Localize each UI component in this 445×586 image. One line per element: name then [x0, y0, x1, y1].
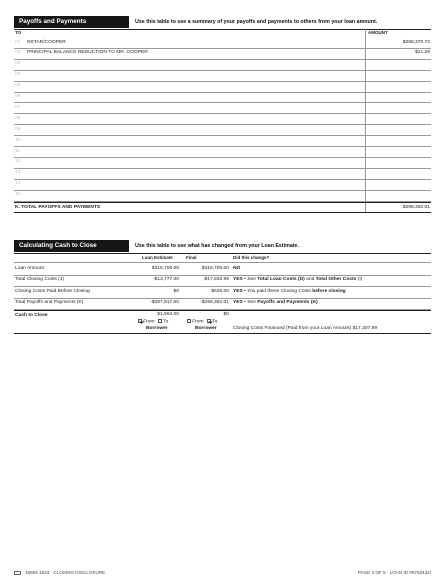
payoff-row-amount: $21.29	[415, 50, 430, 56]
payoff-row-rule	[14, 157, 431, 158]
cash-row-change	[233, 277, 362, 283]
payoffs-section-header	[14, 16, 431, 28]
payoff-row-number: 13	[15, 170, 21, 176]
cash-row-label: Loan Amount	[15, 265, 44, 271]
cash-section-header	[14, 240, 431, 252]
closing-costs-financed: Closing Costs Financed (Paid from your Loan Amount) $17,307.99	[233, 325, 378, 331]
payoff-row-rule	[14, 113, 431, 114]
payoff-row-number: 06	[15, 94, 21, 99]
final-borrower-label: Borrower	[195, 325, 217, 331]
change-answer: YES	[233, 277, 243, 283]
payoff-row-rule	[14, 179, 431, 180]
payoff-row-rule	[14, 146, 431, 147]
change-answer: NO	[233, 265, 241, 271]
payoff-row-rule	[14, 124, 431, 125]
payoff-row-number: 08	[15, 115, 21, 121]
column-header-did-this-change: Did this change?	[233, 255, 270, 260]
payoff-row-number: 09	[15, 126, 21, 132]
payoff-row-to: NSTAR/COOPER	[27, 39, 66, 45]
payoff-row-number: 04	[15, 72, 21, 78]
cash-title: Calculating Cash to Close	[14, 240, 129, 252]
cash-row-final: -$298,392.01	[200, 300, 229, 306]
change-answer: YES	[233, 288, 243, 294]
payoff-row-rule	[14, 135, 431, 136]
change-answer: YES	[233, 300, 243, 306]
cash-row-estimate: -$13,777.00	[152, 277, 179, 283]
cash-row-rule	[14, 275, 431, 276]
cash-row-change	[233, 266, 240, 272]
cash-top-rule	[14, 253, 431, 254]
cash-row-final: $315,700.00	[201, 265, 229, 271]
payoff-row-amount: $298,370.72	[402, 39, 430, 45]
amount-column-divider	[365, 29, 366, 213]
cash-header-rule	[14, 262, 431, 263]
payoff-row-rule	[14, 70, 431, 71]
payoffs-description: Use this table to see a summary of your payoffs and payments to others from your loan amount.	[135, 19, 378, 25]
change-detail-text: • You paid these Closing Costs	[242, 288, 313, 294]
cash-row-estimate: -$297,917.00	[150, 300, 179, 306]
payoff-row-rule	[14, 48, 431, 49]
column-header-final: Final	[186, 255, 197, 260]
change-detail-text: • See	[242, 300, 258, 306]
cash-row-final: $625.00	[211, 288, 229, 294]
change-detail-text: (I)	[356, 277, 363, 283]
change-detail-text: Payoffs and Payments (K)	[257, 300, 318, 306]
payoff-row-number: 11	[15, 148, 21, 154]
payoff-row-number: 12	[15, 159, 21, 165]
payoff-row-rule	[14, 102, 431, 103]
cash-row-label: Total Closing Costs (J)	[15, 277, 64, 283]
cash-to-close-label: Cash to Close	[15, 312, 48, 318]
change-detail-text: and	[304, 277, 316, 283]
estimate-from-checkbox[interactable]	[138, 319, 142, 323]
cash-row-label: Total Payoffs and Payments (K)	[15, 300, 84, 306]
cash-row-estimate: $0	[173, 288, 179, 294]
cash-row-rule	[14, 286, 431, 287]
footer-left-text: 18566.1633 · CLOSING DISCLOSURE	[25, 570, 106, 575]
total-payoffs-label: K. TOTAL PAYOFFS AND PAYMENTS	[15, 204, 101, 210]
column-header-amount: AMOUNT	[368, 30, 388, 35]
payoff-row-rule	[14, 59, 431, 60]
footer-logo-icon	[14, 570, 21, 576]
column-header-loan-estimate: Loan Estimate	[142, 255, 173, 260]
column-header-to: TO	[15, 30, 22, 35]
cash-row-rule	[14, 298, 431, 299]
payoff-row-number: 05	[15, 83, 21, 89]
payoff-row-rule	[14, 190, 431, 191]
payoff-row-number: 02	[15, 50, 21, 56]
final-from-label: From	[192, 319, 204, 325]
cash-row-label: Closing Costs Paid Before Closing	[15, 288, 90, 294]
cash-row-final: -$17,932.99	[202, 277, 229, 283]
payoff-row-rule	[14, 81, 431, 82]
final-from-checkbox[interactable]	[187, 319, 191, 323]
payoff-row-number: 03	[15, 61, 21, 67]
payoffs-title: Payoffs and Payments	[14, 16, 129, 28]
payoff-row-number: 01	[15, 39, 21, 45]
change-detail-text: Total Other Costs	[315, 277, 357, 283]
footer-right-text: PAGE 3 OF 5 · LOAN ID #8763432I	[357, 570, 431, 575]
payoff-row-number: 07	[15, 104, 21, 110]
cash-row-change	[233, 289, 346, 295]
payoffs-total-rule	[14, 202, 431, 203]
change-detail-text: • See	[242, 277, 258, 283]
payoff-row-number: 15	[15, 192, 21, 198]
final-to-label: To	[212, 319, 218, 325]
payoffs-bottom-rule	[14, 212, 431, 213]
payoff-row-rule	[14, 168, 431, 169]
payoff-row-rule	[14, 92, 431, 93]
payoff-row-number: 10	[15, 137, 21, 143]
cash-row-estimate: $315,700.00	[151, 265, 179, 271]
change-detail-text: before closing	[312, 288, 346, 294]
cash-to-close-rule	[14, 310, 431, 311]
cash-to-close-final-value: $0	[223, 312, 229, 317]
cash-bottom-rule	[14, 333, 431, 334]
total-payoffs-amount: $298,392.01	[402, 204, 430, 210]
payoff-row-to: PRINCIPAL BALANCE REDUCTION TO MR. COOPER	[27, 50, 148, 56]
estimate-to-checkbox[interactable]	[158, 319, 162, 323]
payoff-row-number: 14	[15, 181, 21, 187]
estimate-borrower-label: Borrower	[146, 325, 168, 331]
estimate-from-label: From	[143, 319, 155, 325]
cash-row-change	[233, 300, 318, 306]
cash-description: Use this table to see what has changed from your Loan Estimate.	[135, 243, 299, 249]
cash-to-close-estimate-value: $1,594.00	[157, 312, 179, 317]
estimate-to-label: To	[163, 319, 169, 325]
change-detail-text: Total Loan Costs (D)	[257, 277, 305, 283]
final-to-checkbox[interactable]	[207, 319, 211, 323]
